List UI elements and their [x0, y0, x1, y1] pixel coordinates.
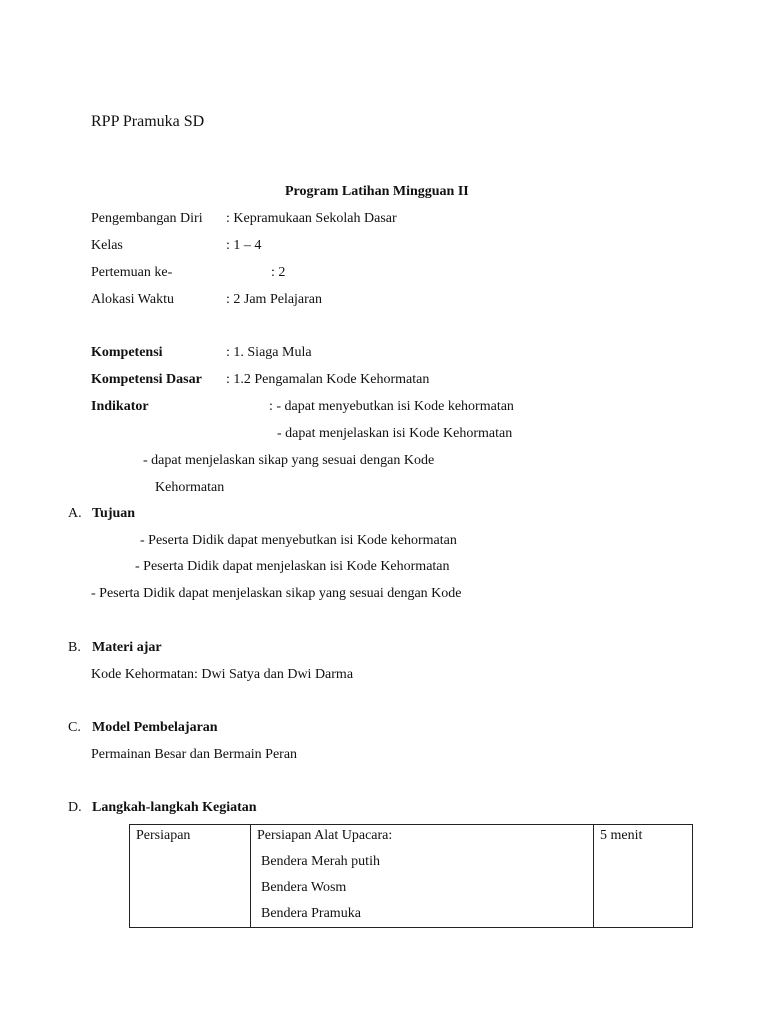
- info-value: : Kepramukaan Sekolah Dasar: [226, 211, 397, 226]
- table-row: [130, 825, 693, 928]
- section-heading-tujuan: Tujuan: [92, 506, 136, 521]
- info-label: Pertemuan ke-: [91, 265, 173, 280]
- section-letter: D.: [68, 800, 82, 815]
- indikator-line: Kehormatan: [155, 480, 225, 495]
- duration-cell: 5 menit: [594, 825, 693, 928]
- section-heading-langkah: Langkah-langkah Kegiatan: [92, 800, 257, 815]
- activity-item: Bendera Merah putih: [261, 854, 380, 869]
- kompetensi-label: Kompetensi: [91, 345, 163, 360]
- program-title: Program Latihan Mingguan II: [285, 184, 469, 199]
- activity-title: Persiapan Alat Upacara:: [257, 828, 393, 843]
- activity-item: Bendera Pramuka: [261, 906, 361, 921]
- kompetensi-value: : 1. Siaga Mula: [226, 345, 312, 360]
- indikator-line: - dapat menjelaskan isi Kode Kehormatan: [277, 426, 513, 441]
- info-row-pertemuan: [91, 264, 285, 282]
- tujuan-line: - Peserta Didik dapat menjelaskan isi Kode Kehormatan: [135, 559, 450, 574]
- materi-text: Kode Kehormatan: Dwi Satya dan Dwi Darma: [91, 667, 354, 682]
- info-label: Alokasi Waktu: [91, 292, 174, 307]
- section-heading-materi: Materi ajar: [92, 640, 162, 655]
- activity-table: [129, 824, 693, 928]
- tujuan-line: - Peserta Didik dapat menjelaskan sikap yang sesuai dengan Kode: [91, 586, 462, 601]
- kompetensi-dasar-label: Kompetensi Dasar: [91, 372, 202, 387]
- kompetensi-dasar-row: [91, 371, 429, 389]
- indikator-row: [91, 398, 514, 416]
- section-heading-model: Model Pembelajaran: [92, 720, 218, 735]
- kompetensi-dasar-value: : 1.2 Pengamalan Kode Kehormatan: [226, 372, 430, 387]
- kompetensi-row: [91, 344, 312, 362]
- document-title: RPP Pramuka SD: [91, 113, 205, 130]
- phase-cell: Persiapan: [130, 825, 251, 928]
- indikator-label: Indikator: [91, 399, 149, 414]
- info-label: Kelas: [91, 238, 123, 253]
- info-row-kelas: [91, 237, 261, 255]
- info-row-alokasi: [91, 291, 322, 309]
- indikator-line: : - dapat menyebutkan isi Kode kehormatan: [269, 399, 514, 414]
- info-row-pengembangan: [91, 210, 397, 228]
- section-letter: C.: [68, 720, 81, 735]
- info-value: : 1 – 4: [226, 238, 262, 253]
- activity-item: Bendera Wosm: [261, 880, 347, 895]
- section-letter: B.: [68, 640, 81, 655]
- info-value: : 2: [271, 265, 286, 280]
- indikator-line: - dapat menjelaskan sikap yang sesuai dengan Kode: [143, 453, 435, 468]
- info-value: : 2 Jam Pelajaran: [226, 292, 323, 307]
- info-label: Pengembangan Diri: [91, 211, 203, 226]
- model-text: Permainan Besar dan Bermain Peran: [91, 747, 298, 762]
- section-letter: A.: [68, 506, 82, 521]
- activity-cell: [251, 825, 594, 928]
- tujuan-line: - Peserta Didik dapat menyebutkan isi Kode kehormatan: [140, 533, 457, 548]
